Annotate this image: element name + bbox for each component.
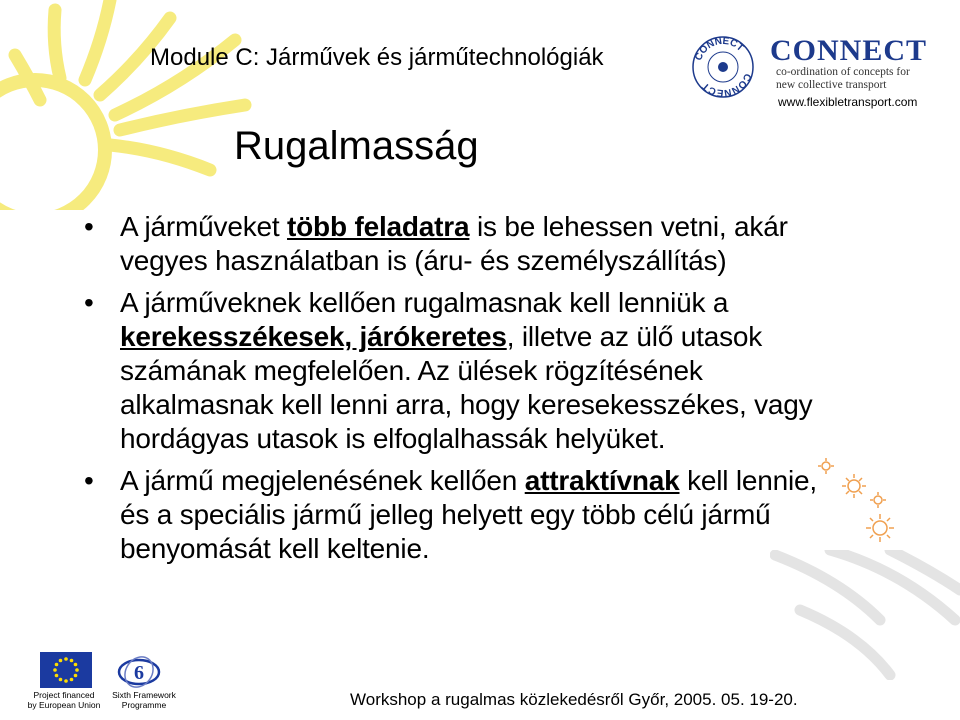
bullet-marker: • — [84, 287, 94, 318]
bullet-emphasis: attraktívnak — [524, 465, 680, 496]
connect-logo — [770, 36, 945, 92]
fp6-caption-line-2: Programme — [121, 700, 167, 710]
eu-caption-line-1: Project financed — [33, 690, 95, 700]
connect-tagline-1: co-ordination of concepts for — [776, 66, 910, 78]
eu-caption-line-2: by European Union — [27, 700, 101, 710]
slide-title: Rugalmasság — [234, 124, 479, 168]
bullet-item — [82, 210, 842, 278]
sun-flower-icons — [812, 456, 902, 546]
module-title: Module C: Járművek és járműtechnológiák — [150, 44, 604, 71]
website-url: www.flexibletransport.com — [778, 95, 918, 109]
connect-tagline-2: new collective transport — [776, 79, 887, 91]
svg-text:CONNECT: CONNECT — [693, 35, 746, 63]
fp6-mark: 6 — [134, 662, 144, 684]
bullet-text: kell lennie, és a speciális jármű jelleg helyett egy több célú jármű benyomását kell keltenie. — [120, 465, 817, 564]
eu-caption — [24, 690, 104, 710]
bullet-emphasis: kerekesszékesek, járókeretes — [120, 321, 507, 352]
bullet-text: , illetve az ülő utasok számának megfelelően. Az ülések rögzítésének alkalmasnak kell lenni arra, hogy keresekesszékes, vagy hordágyas utasok is elfoglalhassák helyüket. — [120, 321, 813, 454]
sun-decoration — [0, 0, 260, 210]
fp6-caption — [104, 690, 184, 710]
svg-text:CONNECT: CONNECT — [700, 71, 753, 99]
bullet-text: A járműveket — [120, 211, 288, 242]
bullet-text: is be lehessen vetni, akár vegyes használatban is (áru- és személyszállítás) — [120, 211, 788, 276]
bullet-text: A jármű megjelenésének kellően — [120, 465, 525, 496]
connect-logo-name: CONNECT — [770, 34, 928, 67]
connect-round-logo — [690, 34, 756, 100]
bullet-item — [82, 286, 842, 456]
bullet-emphasis: több feladatra — [287, 211, 470, 242]
footer-logos — [24, 652, 184, 718]
bullet-marker: • — [84, 465, 94, 496]
bullet-text: A járműveknek kellően rugalmasnak kell lenniük a — [120, 287, 729, 318]
fp6-caption-line-1: Sixth Framework — [112, 690, 176, 700]
bullet-marker: • — [84, 211, 94, 242]
footer-workshop-text: Workshop a rugalmas közlekedésről Győr, 2005. 05. 19-20. — [350, 690, 798, 709]
bullet-list — [82, 210, 842, 574]
fp6-logo-icon — [116, 654, 162, 690]
eu-flag-icon — [40, 652, 92, 688]
bullet-item — [82, 464, 842, 566]
